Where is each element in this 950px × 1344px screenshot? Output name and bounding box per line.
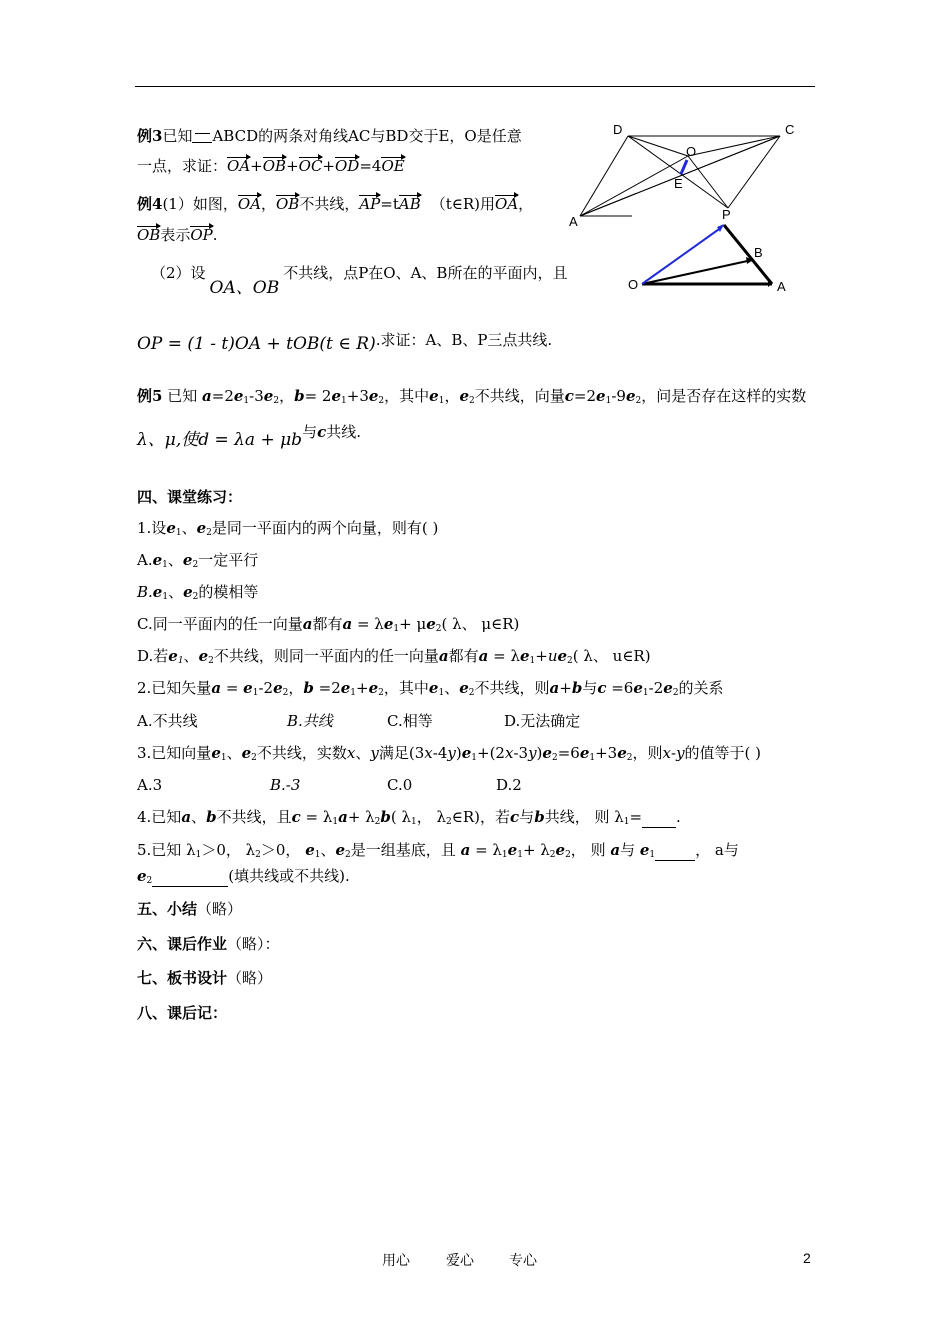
fig1-label-a: A — [569, 214, 578, 229]
section-8-title: 八、课后记： — [137, 1004, 228, 1022]
example-4-formula-line: OP = (1 - t)OA + tOB(t ∈ R).求证：A、B、P三点共线. — [137, 331, 553, 354]
parallelogram-icon — [192, 133, 212, 143]
q1-option-d: D.若$e_1$、$e_2$不共线，则同一平面内的任一向量a都有$a = \lambda e_1+ue_2$( λ、 u∈R) — [137, 647, 651, 666]
footer-text-1: 用心 — [382, 1253, 410, 1269]
q1-option-c: C.同一平面内的任一向量a都有$a = \lambda e_1+ \mu e_2$( λ、 μ∈R) — [137, 615, 520, 634]
fig2-label-p: P — [722, 207, 731, 222]
q1-stem: 1.设$e_1$、$e_2$是同一平面内的两个向量，则有( ) — [137, 519, 439, 538]
q3-options: A.3 B.-3 C.0 D.2 — [137, 776, 522, 794]
example-5-line-1: 例5 已知 $a=2e_1-3e_2$，$b= 2e_1+3e_2$，其中$e_1$，$e_2$不共线，向量$c=2e_1-9e_2$，问是否存在这样的实数 — [137, 387, 807, 406]
q5-line-2: $e_2$ (填共线或不共线). — [137, 867, 350, 886]
example-5-label: 例5 — [137, 387, 163, 405]
fig1-label-c: C — [785, 122, 795, 137]
lambda-mu-formula: λ、μ,使d = λa + μb — [137, 430, 303, 450]
collinear-figure — [626, 205, 796, 297]
q5-answer-blank-1[interactable] — [655, 840, 695, 861]
fig2-label-a: A — [777, 279, 786, 294]
example-4-label: 例4 — [137, 195, 163, 213]
fig1-label-d: D — [613, 122, 623, 137]
section-5-title: 五、小结（略） — [137, 900, 243, 918]
q4-stem: 4.已知a、b不共线，且$c = \lambda_1a+ \lambda_2b$( $\lambda_1$， $\lambda_2\in R$)，若c与b共线， 则 $\lambda_1=$ . — [137, 808, 681, 827]
section-4-title: 四、课堂练习： — [137, 488, 243, 506]
q3-stem: 3.已知向量$e_1$、$e_2$不共线，实数x、y满足$(3x-4y)e_1+(2x-3y)e_2=6e_1+3e_2$，则x-y的值等于( ) — [137, 744, 762, 763]
fig2-label-o: O — [628, 277, 639, 292]
example-4-line-1: 例4(1）如图，OA，OB不共线，AP=tAB （t∈R)用OA， — [137, 195, 534, 213]
q2-stem: 2.已知矢量$a = e_1-2e_2$，$b =2e_1+e_2$，其中$e_1$、$e_2$不共线，则a+b与$c =6e_1-2e_2$的关系 — [137, 679, 724, 698]
q5-line-1: 5.已知 $\lambda_1>0$， $\lambda_2>0$， $e_1$、$e_2$是一组基底，且 $a = \lambda_1e_1+ \lambda_2e_2$， 则 a与 $e_1$ ， a与 — [137, 841, 739, 860]
footer-text-3: 专心 — [509, 1253, 537, 1269]
example-3-line-2: 一点，求证：OA+OB+OC+OD=4OE — [137, 157, 405, 175]
q4-answer-blank[interactable] — [642, 807, 676, 828]
collinear-formula: OP = (1 - t)OA + tOB(t ∈ R) — [137, 334, 376, 354]
q5-answer-blank-2[interactable] — [152, 866, 228, 887]
fig1-label-o: O — [686, 144, 697, 159]
section-7-title: 七、板书设计（略） — [137, 969, 273, 987]
example-3-label: 例3 — [137, 127, 163, 145]
q1-option-b: $B.e_1$、$e_2$的模相等 — [137, 583, 259, 602]
fig1-label-e: E — [674, 176, 683, 191]
example-4-part-2: （2）设OA、OB不共线，点P在O、A、B所在的平面内，且 — [151, 264, 568, 298]
fig2-label-b: B — [754, 245, 763, 260]
example-4-line-2: OB表示OP. — [137, 226, 218, 244]
header-rule — [135, 86, 815, 87]
page-number: 2 — [803, 1250, 811, 1266]
section-6-title: 六、课后作业（略）： — [137, 935, 280, 953]
example-3-line-1: 例3已知 ABCD的两条对角线AC与BD交于E，O是任意 — [137, 127, 522, 145]
footer-text-2: 爱心 — [446, 1253, 474, 1269]
example-5-line-2: λ、μ,使d = λa + μb与c共线. — [137, 423, 361, 450]
q2-options: A.不共线 B.共线 C.相等 D.无法确定 — [137, 712, 581, 730]
q1-option-a: $A.e_1$、$e_2$一定平行 — [137, 551, 259, 570]
